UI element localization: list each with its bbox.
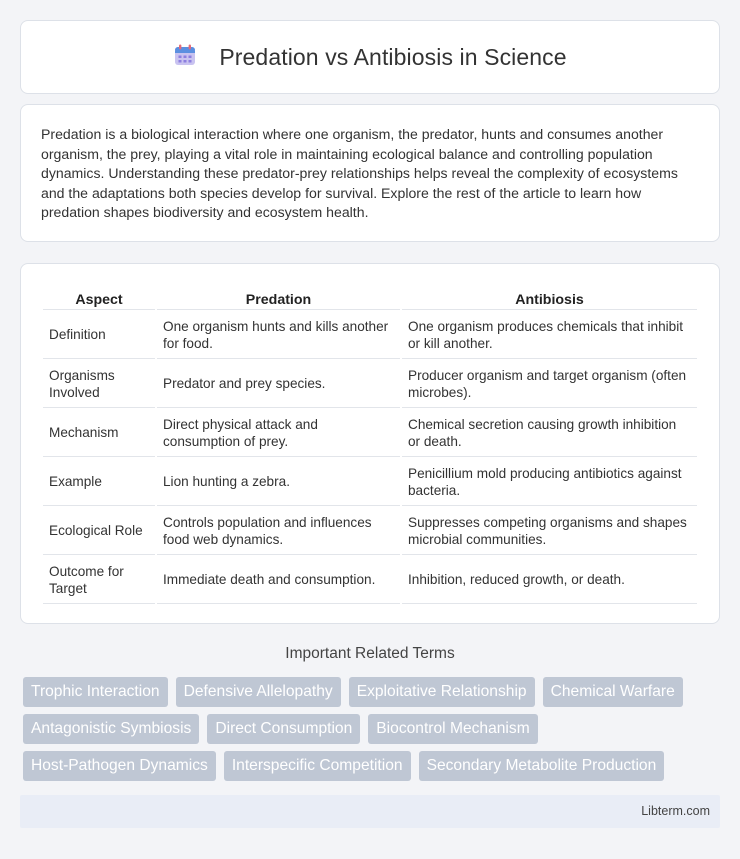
footer: [20, 795, 720, 828]
row-aspect: Organisms Involved: [43, 361, 155, 408]
column-header-predation: Predation: [157, 286, 400, 310]
row-predation: Controls population and influences food web dynamics.: [157, 508, 400, 555]
header-card: [20, 20, 720, 94]
row-antibiosis: Penicillium mold producing antibiotics against bacteria.: [402, 459, 697, 506]
row-antibiosis: Producer organism and target organism (often microbes).: [402, 361, 697, 408]
table-row: [43, 361, 697, 408]
footer-site-link[interactable]: Libterm.com: [641, 804, 710, 818]
related-terms-list: [23, 677, 723, 781]
related-term-tag[interactable]: Chemical Warfare: [543, 677, 683, 707]
intro-card: [20, 104, 720, 242]
row-predation: One organism hunts and kills another for food.: [157, 312, 400, 359]
related-term-tag[interactable]: Interspecific Competition: [224, 751, 411, 781]
table-row: [43, 312, 697, 359]
table-row: [43, 410, 697, 457]
row-antibiosis: One organism produces chemicals that inhibit or kill another.: [402, 312, 697, 359]
related-terms-title: Important Related Terms: [285, 645, 455, 662]
calendar-icon: [173, 43, 197, 72]
comparison-table-card: [20, 263, 720, 624]
related-term-tag[interactable]: Direct Consumption: [207, 714, 360, 744]
table-row: [43, 557, 697, 604]
row-aspect: Ecological Role: [43, 508, 155, 555]
related-term-tag[interactable]: Exploitative Relationship: [349, 677, 535, 707]
related-term-tag[interactable]: Defensive Allelopathy: [176, 677, 341, 707]
related-term-tag[interactable]: Host-Pathogen Dynamics: [23, 751, 216, 781]
row-aspect: Outcome for Target: [43, 557, 155, 604]
row-predation: Direct physical attack and consumption of prey.: [157, 410, 400, 457]
intro-text: Predation is a biological interaction where one organism, the predator, hunts and consumes another organism, the prey, playing a vital role in maintaining ecological balance and controlling population dynamics. Understanding these predator-prey relationships helps reveal the complexity of ecosystems and the adaptations both species develop for survival. Explore the rest of the article to learn how predation shapes biodiversity and ecosystem health.: [41, 126, 678, 221]
table-row: [43, 508, 697, 555]
row-predation: Predator and prey species.: [157, 361, 400, 408]
row-aspect: Definition: [43, 312, 155, 359]
row-predation: Immediate death and consumption.: [157, 557, 400, 604]
row-antibiosis: Suppresses competing organisms and shapes microbial communities.: [402, 508, 697, 555]
table-row: [43, 459, 697, 506]
row-predation: Lion hunting a zebra.: [157, 459, 400, 506]
related-term-tag[interactable]: Secondary Metabolite Production: [419, 751, 665, 781]
column-header-antibiosis: Antibiosis: [402, 286, 697, 310]
related-term-tag[interactable]: Antagonistic Symbiosis: [23, 714, 199, 744]
related-term-tag[interactable]: Biocontrol Mechanism: [368, 714, 537, 744]
page-title: Predation vs Antibiosis in Science: [219, 43, 567, 70]
comparison-table: [41, 284, 699, 606]
row-antibiosis: Inhibition, reduced growth, or death.: [402, 557, 697, 604]
row-aspect: Mechanism: [43, 410, 155, 457]
row-aspect: Example: [43, 459, 155, 506]
row-antibiosis: Chemical secretion causing growth inhibition or death.: [402, 410, 697, 457]
table-header-row: [43, 286, 697, 310]
related-term-tag[interactable]: Trophic Interaction: [23, 677, 168, 707]
column-header-aspect: Aspect: [43, 286, 155, 310]
